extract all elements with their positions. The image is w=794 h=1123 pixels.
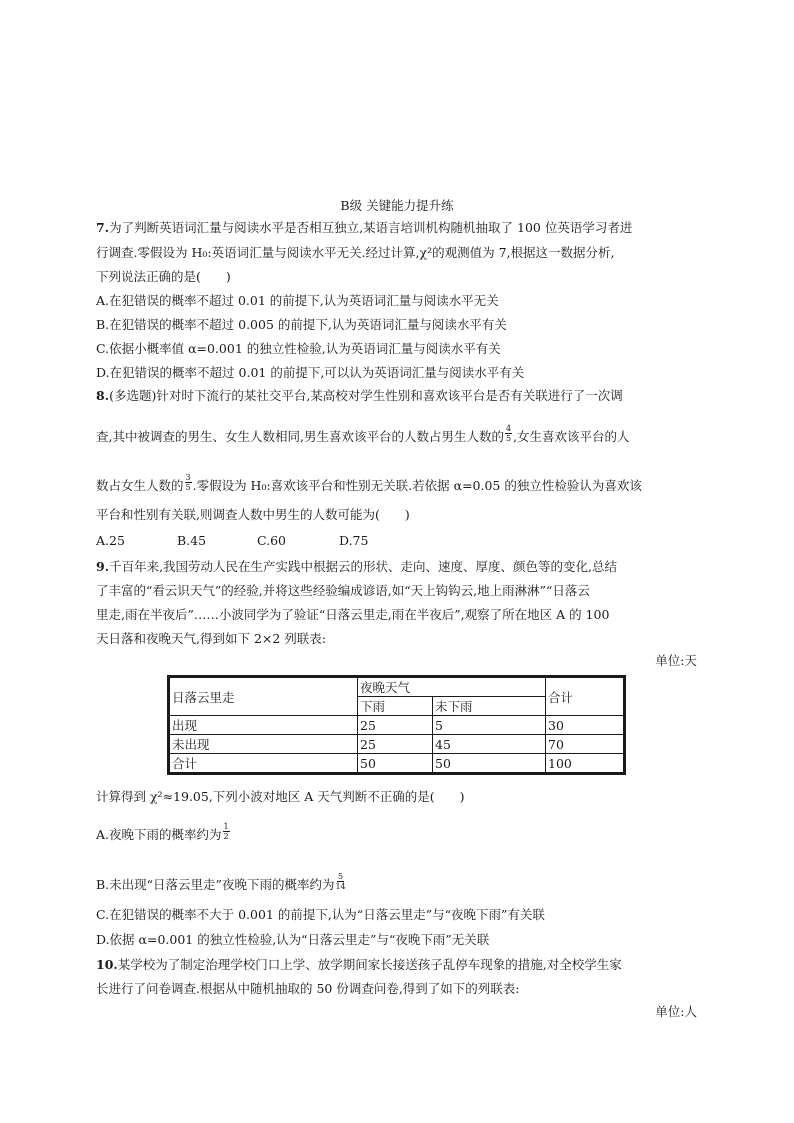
table-total-header: 合计 xyxy=(546,677,625,716)
q8-option-d: D.75 xyxy=(339,533,369,548)
q9-after-table: 计算得到 χ²≈19.05,下列小波对地区 A 天气判断不正确的是( ) xyxy=(96,789,465,804)
q9-option-d: D.依据 α=0.001 的独立性检验,认为“日落云里走”与“夜晚下雨”无关联 xyxy=(96,932,490,947)
table-row-header: 日落云里走 xyxy=(169,677,358,716)
q10-line-1: 10.某学校为了制定治理学校门口上学、放学期间家长接送孩子乱停车现象的措施,对全校学生家 xyxy=(96,957,622,972)
q7-line-3: 下列说法正确的是( ) xyxy=(96,269,231,284)
q9-unit: 单位:天 xyxy=(655,653,697,668)
table-group-header: 夜晚天气 xyxy=(358,677,546,697)
q10-number: 10. xyxy=(96,957,118,972)
q9-line-3: 里走,雨在半夜后”……小波同学为了验证“日落云里走,雨在半夜后”,观察了所在地区 A 的 100 xyxy=(96,607,610,622)
q8-line-4: 平台和性别有关联,则调查人数中男生的人数可能为( ) xyxy=(96,507,410,522)
q10-unit: 单位:人 xyxy=(655,1004,697,1019)
q7-number: 7. xyxy=(96,220,110,235)
table-col-no-rain: 未下雨 xyxy=(433,697,546,716)
contingency-table xyxy=(167,675,626,775)
table-row: 合计 50 50 100 xyxy=(169,754,625,774)
table-col-rain: 下雨 xyxy=(358,697,433,716)
table-row: 未出现 25 45 70 xyxy=(169,735,625,754)
fraction-3-5: $\frac{3}{5}$ xyxy=(185,473,191,492)
fraction-5-14: $\frac{5}{14}$ xyxy=(335,872,346,891)
q10-line-2: 长进行了问卷调查.根据从中随机抽取的 50 份调查问卷,得到了如下的列联表: xyxy=(96,981,520,996)
q8-option-c: C.60 xyxy=(257,533,286,548)
q9-option-b: B.未出现“日落云里走”夜晚下雨的概率约为 $\frac{5}{14}$ xyxy=(96,872,346,892)
q8-option-a: A.25 xyxy=(96,533,125,548)
q8-line-2: 查,其中被调查的男生、女生人数相同,男生喜欢该平台的人数占男生人数的 $\frac{4}{5}$ ,女生喜欢该平台的人 xyxy=(96,424,630,444)
q9-line-1: 9.千百年来,我国劳动人民在生产实践中根据云的形状、走向、速度、厚度、颜色等的变化,总结 xyxy=(96,559,618,574)
q8-number: 8. xyxy=(96,388,110,403)
section-title: B级 关键能力提升练 xyxy=(340,198,454,213)
q8-line-1: 8.(多选题)针对时下流行的某社交平台,某高校对学生性别和喜欢该平台是否有关联进行了一次调 xyxy=(96,388,623,403)
q7-line-1: 7.为了判断英语词汇量与阅读水平是否相互独立,某语言培训机构随机抽取了 100 位英语学习者进 xyxy=(96,220,633,235)
q9-option-a: A.夜晚下雨的概率约为 $\frac{1}{2}$ xyxy=(96,822,229,842)
q8-option-b: B.45 xyxy=(177,533,207,548)
table-header-row xyxy=(169,677,625,697)
fraction-1-2: $\frac{1}{2}$ xyxy=(223,822,229,841)
fraction-4-5: $\frac{4}{5}$ xyxy=(505,424,512,443)
q9-number: 9. xyxy=(96,559,110,574)
q9-line-2: 了丰富的“看云识天气”的经验,并将这些经验编成谚语,如“天上钩钩云,地上雨淋淋”“日落云 xyxy=(96,583,590,598)
table-row: 出现 25 5 30 xyxy=(169,716,625,735)
q7-line-2: 行调查.零假设为 H₀:英语词汇量与阅读水平无关.经过计算,χ²的观测值为 7,根据这一数据分析, xyxy=(96,245,615,260)
q7-option-d: D.在犯错误的概率不超过 0.01 的前提下,可以认为英语词汇量与阅读水平有关 xyxy=(96,365,525,380)
q9-option-c: C.在犯错误的概率不大于 0.001 的前提下,认为“日落云里走”与“夜晚下雨”有关联 xyxy=(96,907,545,922)
q7-option-c: C.依据小概率值 α=0.001 的独立性检验,认为英语词汇量与阅读水平有关 xyxy=(96,341,501,356)
q7-option-a: A.在犯错误的概率不超过 0.01 的前提下,认为英语词汇量与阅读水平无关 xyxy=(96,293,499,308)
q9-line-4: 天日落和夜晚天气,得到如下 2×2 列联表: xyxy=(96,631,327,646)
q7-option-b: B.在犯错误的概率不超过 0.005 的前提下,认为英语词汇量与阅读水平有关 xyxy=(96,317,507,332)
q8-line-3: 数占女生人数的 $\frac{3}{5}$ .零假设为 H₀:喜欢该平台和性别无关联.若依据 α=0.05 的独立性检验认为喜欢该 xyxy=(96,473,642,493)
